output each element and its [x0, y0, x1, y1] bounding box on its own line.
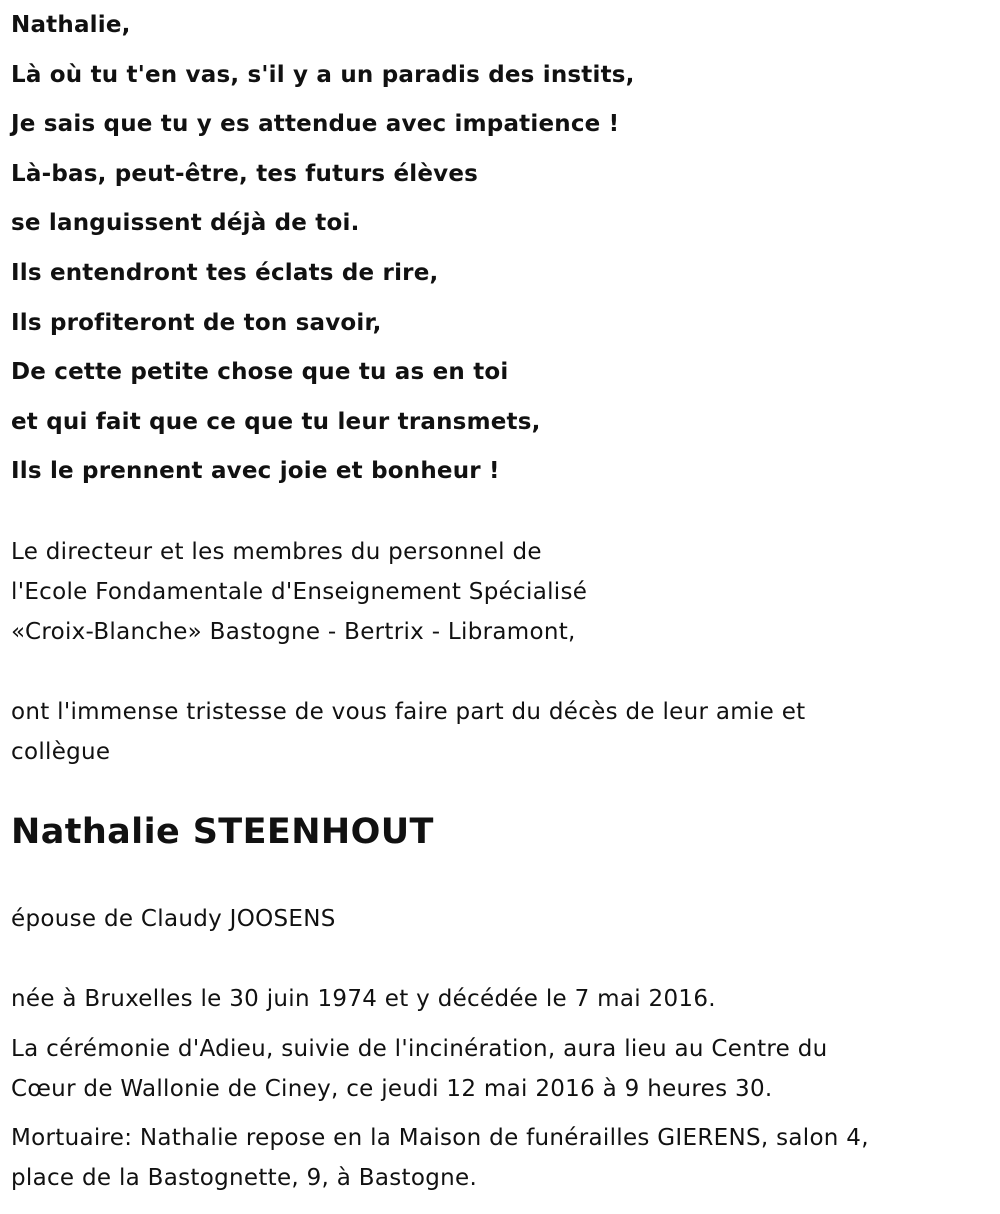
poem-line: Nathalie, [11, 12, 131, 38]
ceremony-line: Cœur de Wallonie de Ciney, ce jeudi 12 mai 2016 à 9 heures 30. [11, 1076, 773, 1102]
mortuary-line: place de la Bastognette, 9, à Bastogne. [11, 1165, 478, 1191]
announcement-paragraph [11, 692, 806, 772]
senders-line: Le directeur et les membres du personnel de [11, 539, 542, 565]
senders-paragraph [11, 532, 587, 652]
announcement-line: ont l'immense tristesse de vous faire part du décès de leur amie et [11, 699, 806, 725]
senders-line: l'Ecole Fondamentale d'Enseignement Spécialisé [11, 579, 588, 605]
announcement-line: collègue [11, 739, 111, 765]
poem-line: De cette petite chose que tu as en toi [11, 359, 509, 386]
poem-line: se languissent déjà de toi. [11, 210, 360, 237]
deceased-name: Nathalie STEENHOUT [11, 812, 434, 852]
mortuary-line: Mortuaire: Nathalie repose en la Maison de funérailles GIERENS, salon 4, [11, 1125, 869, 1151]
poem-line: Là-bas, peut-être, tes futurs élèves [11, 160, 479, 187]
poem-line: Ils profiteront de ton savoir, [11, 309, 382, 336]
poem-line: Là où tu t'en vas, s'il y a un paradis des instits, [11, 61, 635, 88]
senders-line: «Croix-Blanche» Bastogne - Bertrix - Libramont, [11, 619, 576, 645]
mortuary-paragraph [11, 1118, 869, 1198]
poem-line: Ils entendront tes éclats de rire, [11, 259, 439, 286]
poem-line: Je sais que tu y es attendue avec impatience ! [11, 111, 620, 138]
tribute-poem [11, 8, 635, 504]
spouse-line: épouse de Claudy JOOSENS [11, 906, 336, 932]
ceremony-paragraph [11, 1029, 828, 1109]
poem-line: et qui fait que ce que tu leur transmets, [11, 408, 541, 435]
ceremony-line: La cérémonie d'Adieu, suivie de l'incinération, aura lieu au Centre du [11, 1036, 828, 1062]
poem-line: Ils le prennent avec joie et bonheur ! [11, 458, 500, 485]
birth-death-line: née à Bruxelles le 30 juin 1974 et y décédée le 7 mai 2016. [11, 986, 716, 1012]
